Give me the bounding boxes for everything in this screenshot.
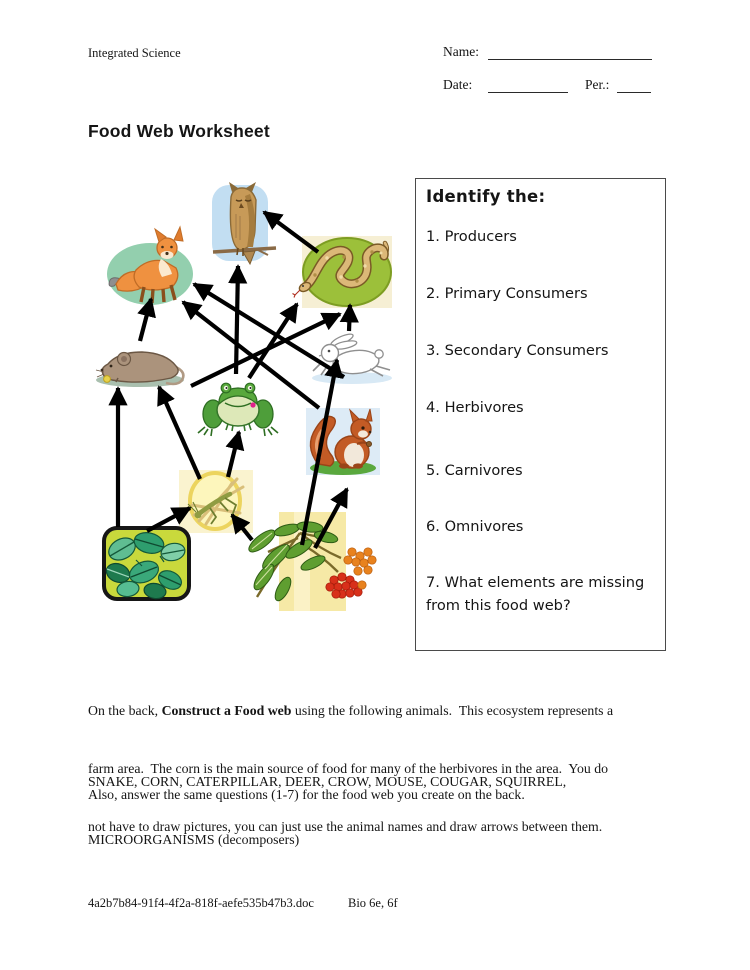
grasshopper-illustration	[179, 470, 253, 533]
name-label: Name:	[443, 44, 479, 59]
identify-item-producers: 1. Producers	[426, 228, 517, 245]
fox-illustration	[107, 227, 193, 305]
animal-list	[88, 733, 666, 888]
arrow-rabbit-to-snake	[349, 305, 350, 331]
identify-item-omnivores: 6. Omnivores	[426, 518, 524, 535]
footer-course-code: Bio 6e, 6f	[348, 896, 398, 910]
date-label: Date:	[443, 77, 473, 92]
arrow-snake-to-owl	[264, 212, 318, 252]
animal-list-line-2: MICROORGANISMS (decomposers)	[88, 832, 300, 848]
footer-filename: 4a2b7b84-91f4-4f2a-818f-aefe535b47b3.doc	[88, 896, 314, 910]
identify-item-primary-consumers: 2. Primary Consumers	[426, 285, 588, 302]
identify-item-herbivores: 4. Herbivores	[426, 399, 524, 416]
snake-illustration	[293, 236, 393, 308]
arrow-frog-to-owl	[236, 266, 238, 374]
also-answer-note: Also, answer the same questions (1-7) for the food web you create on the back.	[88, 787, 525, 802]
period-label: Per.:	[585, 77, 610, 92]
instructions-line-2: farm area. The corn is the main source of food for many of the herbivores in the area. You do	[88, 761, 609, 777]
leaves-illustration	[104, 528, 189, 600]
arrow-grasshopper-to-mouse	[159, 387, 200, 479]
identify-item-missing-elements: 7. What elements are missing from this food web?	[426, 574, 645, 614]
instructions-line1-pre: On the back,	[88, 702, 162, 718]
owl-illustration	[212, 182, 276, 264]
instructions-line1-post: using the following animals. This ecosystem represents a	[291, 702, 614, 718]
rabbit-illustration	[312, 332, 392, 384]
mouse-illustration	[96, 352, 184, 387]
course-name: Integrated Science	[88, 46, 181, 60]
instructions-line-1	[88, 701, 666, 720]
identify-box	[415, 178, 666, 651]
instructions-line-3: not have to draw pictures, you can just use the animal names and draw arrows between them.	[88, 819, 603, 835]
berries-illustration	[246, 512, 377, 611]
identify-item-carnivores: 5. Carnivores	[426, 462, 523, 479]
arrow-mouse-to-fox	[140, 299, 151, 341]
animal-list-line-1: SNAKE, CORN, CATERPILLAR, DEER, CROW, MOUSE, COUGAR, SQUIRREL,	[88, 773, 567, 789]
identify-box-heading: Identify the:	[426, 187, 546, 206]
page-title: Food Web Worksheet	[88, 121, 270, 141]
frog-illustration	[198, 383, 278, 436]
instructions-line1-bold: Construct a Food web	[161, 702, 292, 718]
identify-item-secondary-consumers: 3. Secondary Consumers	[426, 342, 609, 359]
